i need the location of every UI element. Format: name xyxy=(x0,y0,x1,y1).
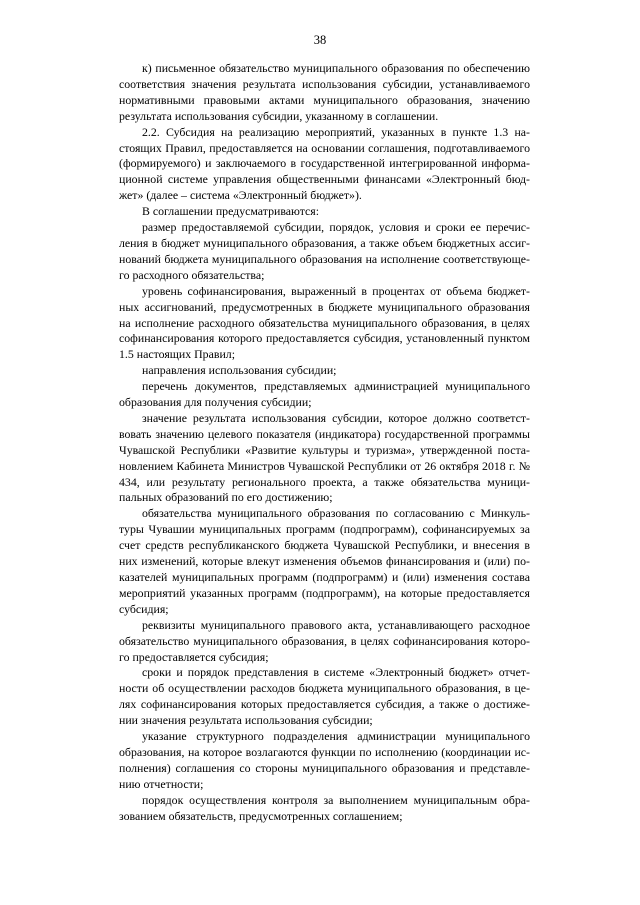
page-number: 38 xyxy=(313,33,327,47)
paragraph: В соглашении предусматриваются: xyxy=(142,204,320,219)
paragraph: сроки и порядок представления в системе «Электронный бюджет» отчетности об осуществлении расходов бюджета муниципального образования, в целях софинансирования которых предоставляется субсидия, а также о достижении значения результата использования субсидии; xyxy=(119,665,530,728)
paragraph: перечень документов, представляемых администрацией муниципального образования для получения субсидии; xyxy=(119,379,530,410)
paragraph: обязательства муниципального образования по согласованию с Минкультуры Чувашии муниципальных программ (подпрограмм), софинансируемых за счет средств республиканского бюджета Чувашской Республики, и внесения в них изменений, которые влекут изменения объемов финансирования и (или) показателей муниципальных программ (подпрограмм) и (или) изменения состава мероприятий указанных программ (подпрограмм), на которые предоставляется субсидия; xyxy=(119,506,530,616)
paragraph: уровень софинансирования, выраженный в процентах от объема бюджетных ассигнований, предусмотренных в бюджете муниципального образования на исполнение расходного обязательства муниципального образования, в целях софинансирования которого предоставляется субсидия, установленный пунктом 1.5 настоящих Правил; xyxy=(119,283,530,362)
paragraph: размер предоставляемой субсидии, порядок, условия и сроки ее перечисления в бюджет муниципального образования, а также объем бюджетных ассигнований бюджета муниципального образования на исполнение соответствующего расходного обязательства; xyxy=(119,220,530,282)
paragraph: порядок осуществления контроля за выполнением муниципальным образованием обязательств, предусмотренных соглашением; xyxy=(119,792,530,823)
paragraph: к) письменное обязательство муниципального образования по обеспечению соответствия значения результата использования субсидии, устанавливаемого нормативными правовыми актами муниципального образования, значению результата использования субсидии, указанному в соглашении. xyxy=(119,61,530,123)
paragraph: 2.2. Субсидия на реализацию мероприятий, указанных в пункте 1.3 настоящих Правил, предоставляется на основании соглашения, подготавливаемого (формируемого) и заключаемого в государственной интегрированной информационной системе управления общественными финансами «Электронный бюджет» (далее – система «Электронный бюджет»). xyxy=(119,124,530,203)
paragraph: указание структурного подразделения администрации муниципального образования, на которое возлагаются функции по исполнению (координации исполнения) соглашения со стороны муниципального образования и представлению отчетности; xyxy=(119,729,530,791)
paragraph: реквизиты муниципального правового акта, устанавливающего расходное обязательство муниципального образования, в целях софинансирования которого предоставляется субсидия; xyxy=(119,617,530,664)
paragraph: значение результата использования субсидии, которое должно соответствовать значению целевого показателя (индикатора) государственной программы Чувашской Республики «Развитие культуры и туризма», утвержденной постановлением Кабинета Министров Чувашской Республики от 26 октября 2018 г. № 434, или результату регионального проекта, а также обязательства муниципальных образований по его достижению; xyxy=(119,410,530,505)
document-body xyxy=(119,61,530,825)
paragraph: направления использования субсидии; xyxy=(142,363,337,378)
